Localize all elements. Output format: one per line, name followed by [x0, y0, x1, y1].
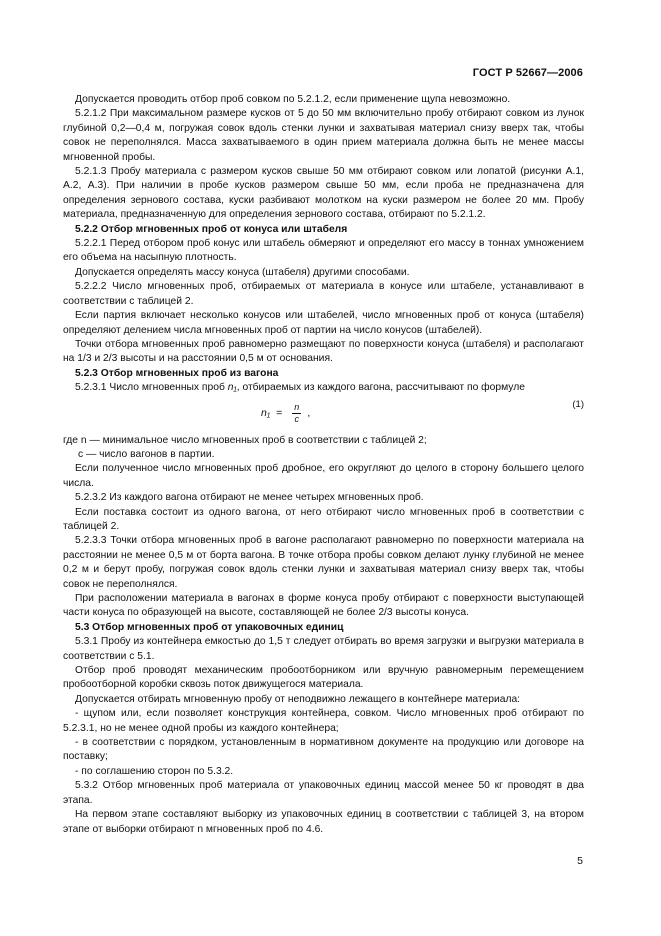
paragraph: 5.2.1.3 Пробу материала с размером кусков свыше 50 мм отбирают совком или лопатой (рисунки А.1, А.2, А.3). При наличии в пробе кусков размером свыше 50 мм, если проба не предназначена для определения зернового состава, куски разбивают молотком на куски размером не более 20 мм. Пробу материала, предназначенную для определения зернового состава, отбирают по 5.2.1.2.: [63, 166, 584, 221]
paragraph: Допускается проводить отбор проб совком по 5.2.1.2, если применение щупа невозможно.: [75, 94, 511, 105]
formula-equals: =: [276, 406, 283, 419]
paragraph: 5.2.2.2 Число мгновенных проб, отбираемых от материала в конусе или штабеле, устанавливают в соответствии с таблицей 2.: [63, 281, 584, 307]
list-item: - в соответствии с порядком, установленным в нормативном документе на продукцию или договоре на поставку;: [63, 737, 584, 763]
paragraph: Точки отбора мгновенных проб равномерно размещают по поверхности конуса (штабеля) и располагают на 1/3 и 2/3 высоты и на расстоянии 0,5 м от основания.: [63, 338, 584, 365]
document-header: ГОСТ Р 52667—2006: [472, 67, 583, 79]
paragraph: Если партия включает несколько конусов или штабелей, число мгновенных проб от конуса (штабеля) определяют делением числа мгновенных проб от партии на число конусов (штабелей).: [63, 310, 584, 336]
section-heading: 5.3 Отбор мгновенных проб от упаковочных единиц: [75, 621, 344, 633]
inline-variable: n₁: [227, 382, 237, 394]
paragraph: c — число вагонов в партии.: [78, 448, 215, 460]
document-body: [63, 93, 584, 837]
formula-lhs: n₁: [261, 406, 271, 419]
formula-numerator: n: [294, 401, 300, 412]
paragraph: 5.2.3.3 Точки отбора мгновенных проб в вагоне располагают равномерно по поверхности материала на расстоянии не менее 0,5 м от борта вагона. В точке отбора пробы совком делают лунку глубиной не менее 0,2 м и берут пробу, погружая совок вдоль стенки лунки и захватывая материал снизу вверх так, чтобы совок не переполнялся.: [63, 535, 584, 590]
list-item: - по соглашению сторон по 5.3.2.: [75, 765, 234, 777]
paragraph: где n — минимальное число мгновенных проб в соответствии с таблицей 2;: [63, 434, 427, 446]
paragraph: 5.2.1.2 При максимальном размере кусков от 5 до 50 мм включительно пробу отбирают совком из лунок глубиной 0,2—0,4 м, погружая совок вдоль стенки лунки и захватывая материал снизу вверх так, чтобы совок не переполнялся. Масса захватываемого в один прием материала должна быть не менее массы мгновенной пробы.: [63, 108, 584, 163]
section-heading: 5.2.2 Отбор мгновенных проб от конуса или штабеля: [75, 223, 348, 235]
paragraph-text: 5.2.3.1 Число мгновенных проб: [75, 382, 228, 394]
formula-comma: ,: [307, 406, 311, 419]
list-item: - щупом или, если позволяет конструкция контейнера, совком. Число мгновенных проб отбирают по 5.2.3.1, но не менее одной пробы из каждого контейнера;: [63, 708, 584, 734]
paragraph: Отбор проб проводят механическим пробоотборником или вручную равномерным перемещением пробоотборной коробки сквозь поток движущегося материала.: [63, 665, 584, 691]
paragraph: При расположении материала в вагонах в форме конуса пробу отбирают с поверхности выступающей части конуса по образующей на высоте, составляющей не более 2/3 высоты конуса.: [63, 593, 584, 619]
page-number: 5: [577, 855, 583, 867]
paragraph-text: , отбираемых из каждого вагона, рассчитывают по формуле: [236, 382, 525, 394]
paragraph: 5.3.2 Отбор мгновенных проб материала от упаковочных единиц массой менее 50 кг проводят в два этапа.: [63, 780, 584, 806]
formula-denominator: c: [294, 413, 300, 424]
paragraph: 5.3.1 Пробу из контейнера емкостью до 1,5 т следует отбирать во время загрузки и выгрузки материала в соответствии с 5.1.: [63, 636, 584, 662]
paragraph: Допускается определять массу конуса (штабеля) другими способами.: [75, 266, 410, 278]
formula-fraction: [292, 402, 301, 425]
formula-block: [63, 398, 584, 434]
paragraph: На первом этапе составляют выборку из упаковочных единиц в соответствии с таблицей 3, на втором этапе от выборки отбирают n мгновенных проб по 4.6.: [63, 809, 584, 835]
section-heading: 5.2.3 Отбор мгновенных проб из вагона: [75, 367, 279, 379]
paragraph: Если полученное число мгновенных проб дробное, его округляют до целого в сторону большего целого числа.: [63, 463, 584, 489]
paragraph: Если поставка состоит из одного вагона, от него отбирают число мгновенных проб в соответствии с таблицей 2.: [63, 506, 584, 532]
paragraph: [63, 381, 584, 395]
paragraph: 5.2.3.2 Из каждого вагона отбирают не менее четырех мгновенных проб.: [75, 492, 424, 504]
formula: [261, 402, 310, 425]
formula-number: (1): [572, 398, 584, 410]
paragraph: 5.2.2.1 Перед отбором проб конус или штабель обмеряют и определяют его массу в тоннах умножением его объема на насыпную плотность.: [63, 238, 584, 264]
paragraph: Допускается отбирать мгновенную пробу от неподвижно лежащего в контейнере материала:: [75, 693, 521, 705]
